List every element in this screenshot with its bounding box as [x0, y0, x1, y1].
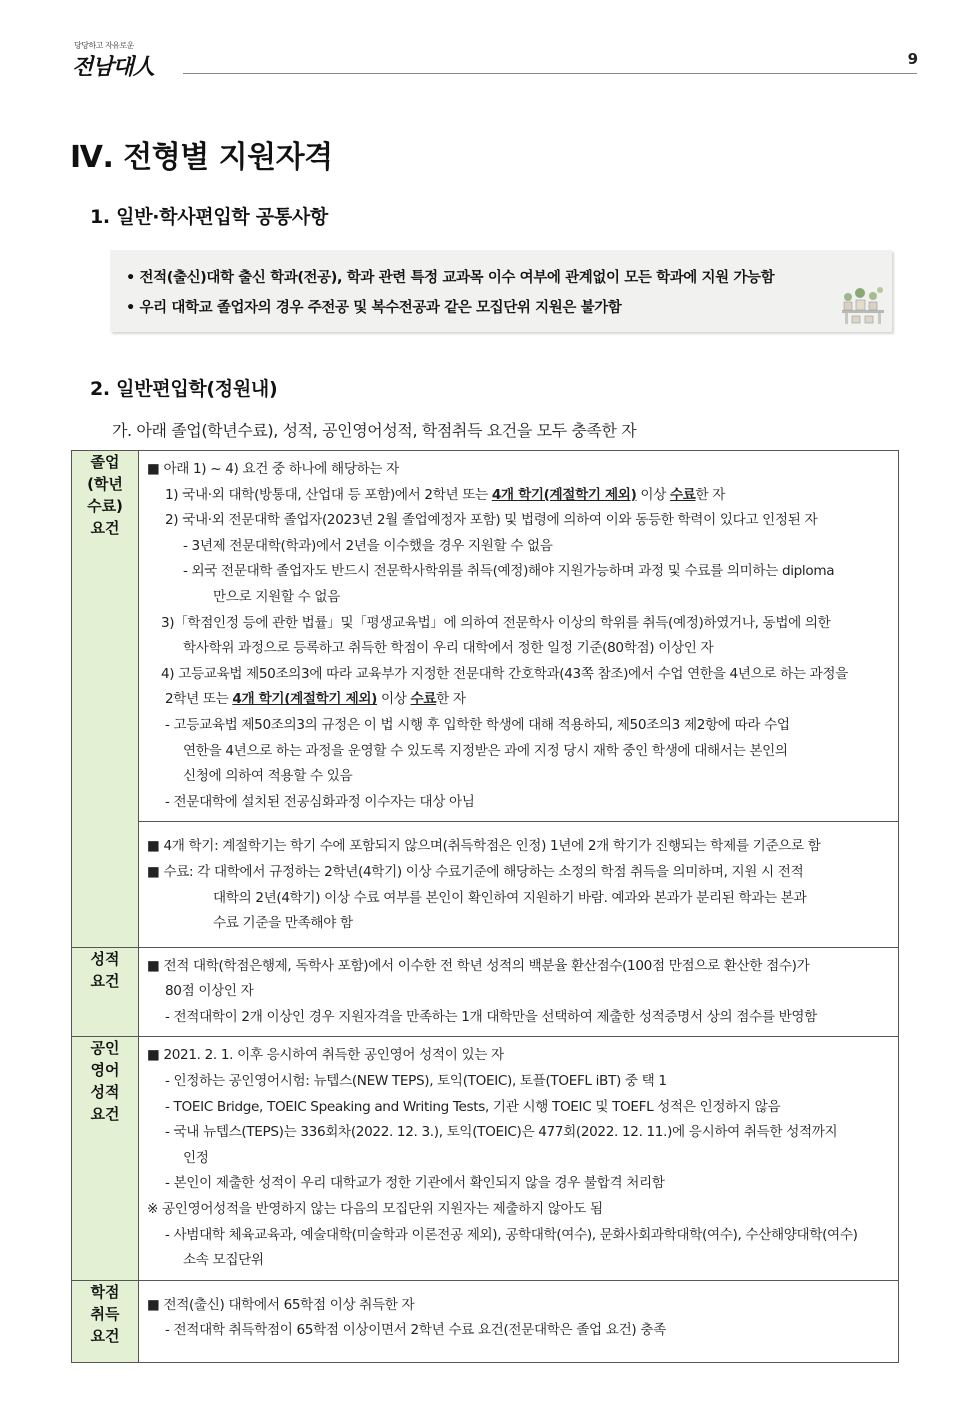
text-span: 이상 — [636, 486, 670, 503]
credit-requirement-label — [72, 1280, 139, 1362]
text-line: 2) 국내·외 전문대학 졸업자(2023년 2월 졸업예정자 포함) 및 법령에 의하여 이와 동등한 학력이 있다고 인정된 자 — [165, 512, 818, 529]
emphasis-text: 4개 학기(계절학기 제외) — [491, 486, 637, 503]
text-line: ■ 수료: 각 대학에서 규정하는 2학년(4학기) 이상 수료기준에 해당하는 소정의 학점 취득을 의미하며, 지원 시 전적 — [147, 863, 804, 880]
logo-tagline: 당당하고 자유로운 — [74, 41, 134, 50]
label-line: 취득 — [90, 1304, 120, 1323]
grad-requirement-label — [72, 451, 139, 948]
label-line: 성적 — [90, 949, 120, 968]
text-line: ※ 공인영어성적을 반영하지 않는 다음의 모집단위 지원자는 제출하지 않아도 됨 — [147, 1201, 603, 1218]
text-line: - 전적대학이 2개 이상인 경우 지원자격을 만족하는 1개 대학만을 선택하여 제출한 성적증명서 상의 점수를 반영함 — [165, 1008, 817, 1025]
text-line: 만으로 지원할 수 없음 — [213, 588, 340, 605]
text-line: ■ 전적(출신) 대학에서 65학점 이상 취득한 자 — [147, 1296, 415, 1313]
label-line: 요건 — [90, 1326, 120, 1345]
requirements-intro: 가. 아래 졸업(학년수료), 성적, 공인영어성적, 학점취득 요건을 모두 충족한 자 — [112, 421, 637, 440]
grade-requirement-label — [72, 947, 139, 1037]
notice-item: • 전적(출신)대학 출신 학과(전공), 학과 관련 특정 교과목 이수 여부에 관계없이 모든 학과에 지원 가능함 — [126, 270, 775, 286]
english-requirement-content — [139, 1037, 899, 1280]
text-line: - 전문대학에 설치된 전공심화과정 이수자는 대상 아님 — [165, 793, 475, 810]
table-row — [72, 822, 899, 947]
text-line: - 사범대학 체육교육과, 예술대학(미술학과 이론전공 제외), 공학대학(여수), 문화사회과학대학(여수), 수산해양대학(여수) — [165, 1226, 858, 1243]
text-line: 소속 모집단위 — [183, 1252, 264, 1269]
text-line — [147, 687, 890, 713]
text-span: 한 자 — [436, 691, 466, 708]
grad-requirement-notes — [139, 822, 899, 947]
table-row — [72, 1280, 899, 1362]
text-line: - 인정하는 공인영어시험: 뉴텝스(NEW TEPS), 토익(TOEIC), 토플(TOEFL iBT) 중 택 1 — [165, 1073, 667, 1090]
english-requirement-label — [72, 1037, 139, 1280]
emphasis-text: 4개 학기(계절학기 제외) — [232, 691, 378, 708]
credit-requirement-content — [139, 1280, 899, 1362]
text-span: 1) 국내·외 대학(방통대, 산업대 등 포함)에서 2학년 또는 — [165, 486, 492, 503]
emphasis-text: 수료 — [669, 486, 696, 503]
text-line: ■ 아래 1) ~ 4) 요건 중 하나에 해당하는 자 — [147, 461, 399, 477]
text-line: 3)「학점인정 등에 관한 법률」및「평생교육법」에 의하여 전문학사 이상의 학위를 취득(예정)하였거나, 동법에 의한 — [161, 614, 831, 631]
label-line: 성적 — [90, 1083, 120, 1102]
text-line: 4) 고등교육법 제50조의3에 따라 교육부가 지정한 전문대학 간호학과(43쪽 참조)에서 수업 연한을 4년으로 하는 과정을 — [161, 665, 848, 682]
text-line: - 고등교육법 제50조의3의 규정은 이 법 시행 후 입학한 학생에 대해 적용하되, 제50조의3 제2항에 따라 수업 — [165, 716, 790, 733]
table-row — [72, 451, 899, 822]
text-line: ■ 전적 대학(학점은행제, 독학사 포함)에서 이수한 전 학년 성적의 백분율 환산점수(100점 만점으로 환산한 점수)가 — [147, 957, 810, 974]
text-span: 한 자 — [695, 486, 726, 503]
label-line: 학점 — [90, 1282, 120, 1301]
label-line: 공인 — [90, 1039, 120, 1058]
section-title: Ⅳ. 전형별 지원자격 — [70, 140, 333, 175]
label-line: 요건 — [90, 1105, 120, 1124]
label-line: (학년 — [87, 475, 123, 493]
text-line: - 국내 뉴텝스(TEPS)는 336회차(2022. 12. 3.), 토익(TOEIC)은 477회(2022. 12. 11.)에 응시하여 취득한 성적까지 — [165, 1124, 838, 1141]
grad-requirement-content — [139, 451, 899, 822]
label-line: 수료) — [87, 497, 123, 515]
potted-plants-icon — [840, 280, 886, 326]
table-row — [72, 947, 899, 1037]
text-line: - 전적대학 취득학점이 65학점 이상이면서 2학년 수료 요건(전문대학은 졸업 요건) 충족 — [165, 1322, 666, 1339]
common-notice-box — [110, 250, 892, 332]
label-line: 영어 — [90, 1061, 120, 1080]
text-line: ■ 4개 학기: 계절학기는 학기 수에 포함되지 않으며(취득학점은 인정) 1년에 2개 학기가 진행되는 학제를 기준으로 함 — [147, 838, 821, 855]
text-line: 대학의 2년(4학기) 이상 수료 여부를 본인이 확인하여 지원하기 바람. 예과와 본과가 분리된 학과는 본과 — [213, 889, 807, 906]
page-number: 9 — [907, 50, 918, 68]
text-line: - TOEIC Bridge, TOEIC Speaking and Writing Tests, 기관 시행 TOEIC 및 TOEFL 성적은 인정하지 않음 — [165, 1098, 781, 1115]
label-line: 요건 — [90, 971, 120, 990]
text-line: ■ 2021. 2. 1. 이후 응시하여 취득한 공인영어 성적이 있는 자 — [147, 1047, 504, 1064]
subsection-title-common: 1. 일반·학사편입학 공통사항 — [90, 206, 328, 228]
text-line: 80점 이상인 자 — [165, 983, 254, 1000]
requirements-table — [71, 450, 899, 1363]
table-row — [72, 1037, 899, 1280]
label-line: 요건 — [90, 519, 120, 537]
emphasis-text: 수료 — [410, 691, 437, 708]
university-logo: 전남대人 — [72, 54, 154, 80]
subsection-title-general: 2. 일반편입학(정원내) — [90, 378, 278, 400]
text-line: 인정 — [183, 1149, 209, 1166]
text-span: 2학년 또는 — [165, 691, 233, 708]
text-line: 연한을 4년으로 하는 과정을 운영할 수 있도록 지정받은 과에 지정 당시 재학 중인 학생에 대해서는 본인의 — [183, 742, 788, 759]
header-divider — [183, 73, 917, 74]
text-line: - 외국 전문대학 졸업자도 반드시 전문학사학위를 취득(예정)해야 지원가능하며 과정 및 수료를 의미하는 diploma — [183, 563, 835, 580]
grade-requirement-content — [139, 947, 899, 1037]
text-line — [147, 483, 890, 509]
text-line: 수료 기준을 만족해야 함 — [213, 915, 353, 932]
text-line: - 3년제 전문대학(학과)에서 2년을 이수했을 경우 지원할 수 없음 — [183, 537, 553, 554]
text-line: 신청에 의하여 적용할 수 있음 — [183, 768, 353, 785]
text-line: 학사학위 과정으로 등록하고 취득한 학점이 우리 대학에서 정한 일정 기준(80학점) 이상인 자 — [183, 640, 714, 657]
text-span: 이상 — [377, 691, 411, 708]
text-line: - 본인이 제출한 성적이 우리 대학교가 정한 기관에서 확인되지 않을 경우 불합격 처리함 — [165, 1175, 665, 1192]
notice-item: • 우리 대학교 졸업자의 경우 주전공 및 복수전공과 같은 모집단위 지원은 불가함 — [126, 300, 622, 316]
page-header — [60, 40, 922, 80]
label-line: 졸업 — [90, 453, 120, 471]
